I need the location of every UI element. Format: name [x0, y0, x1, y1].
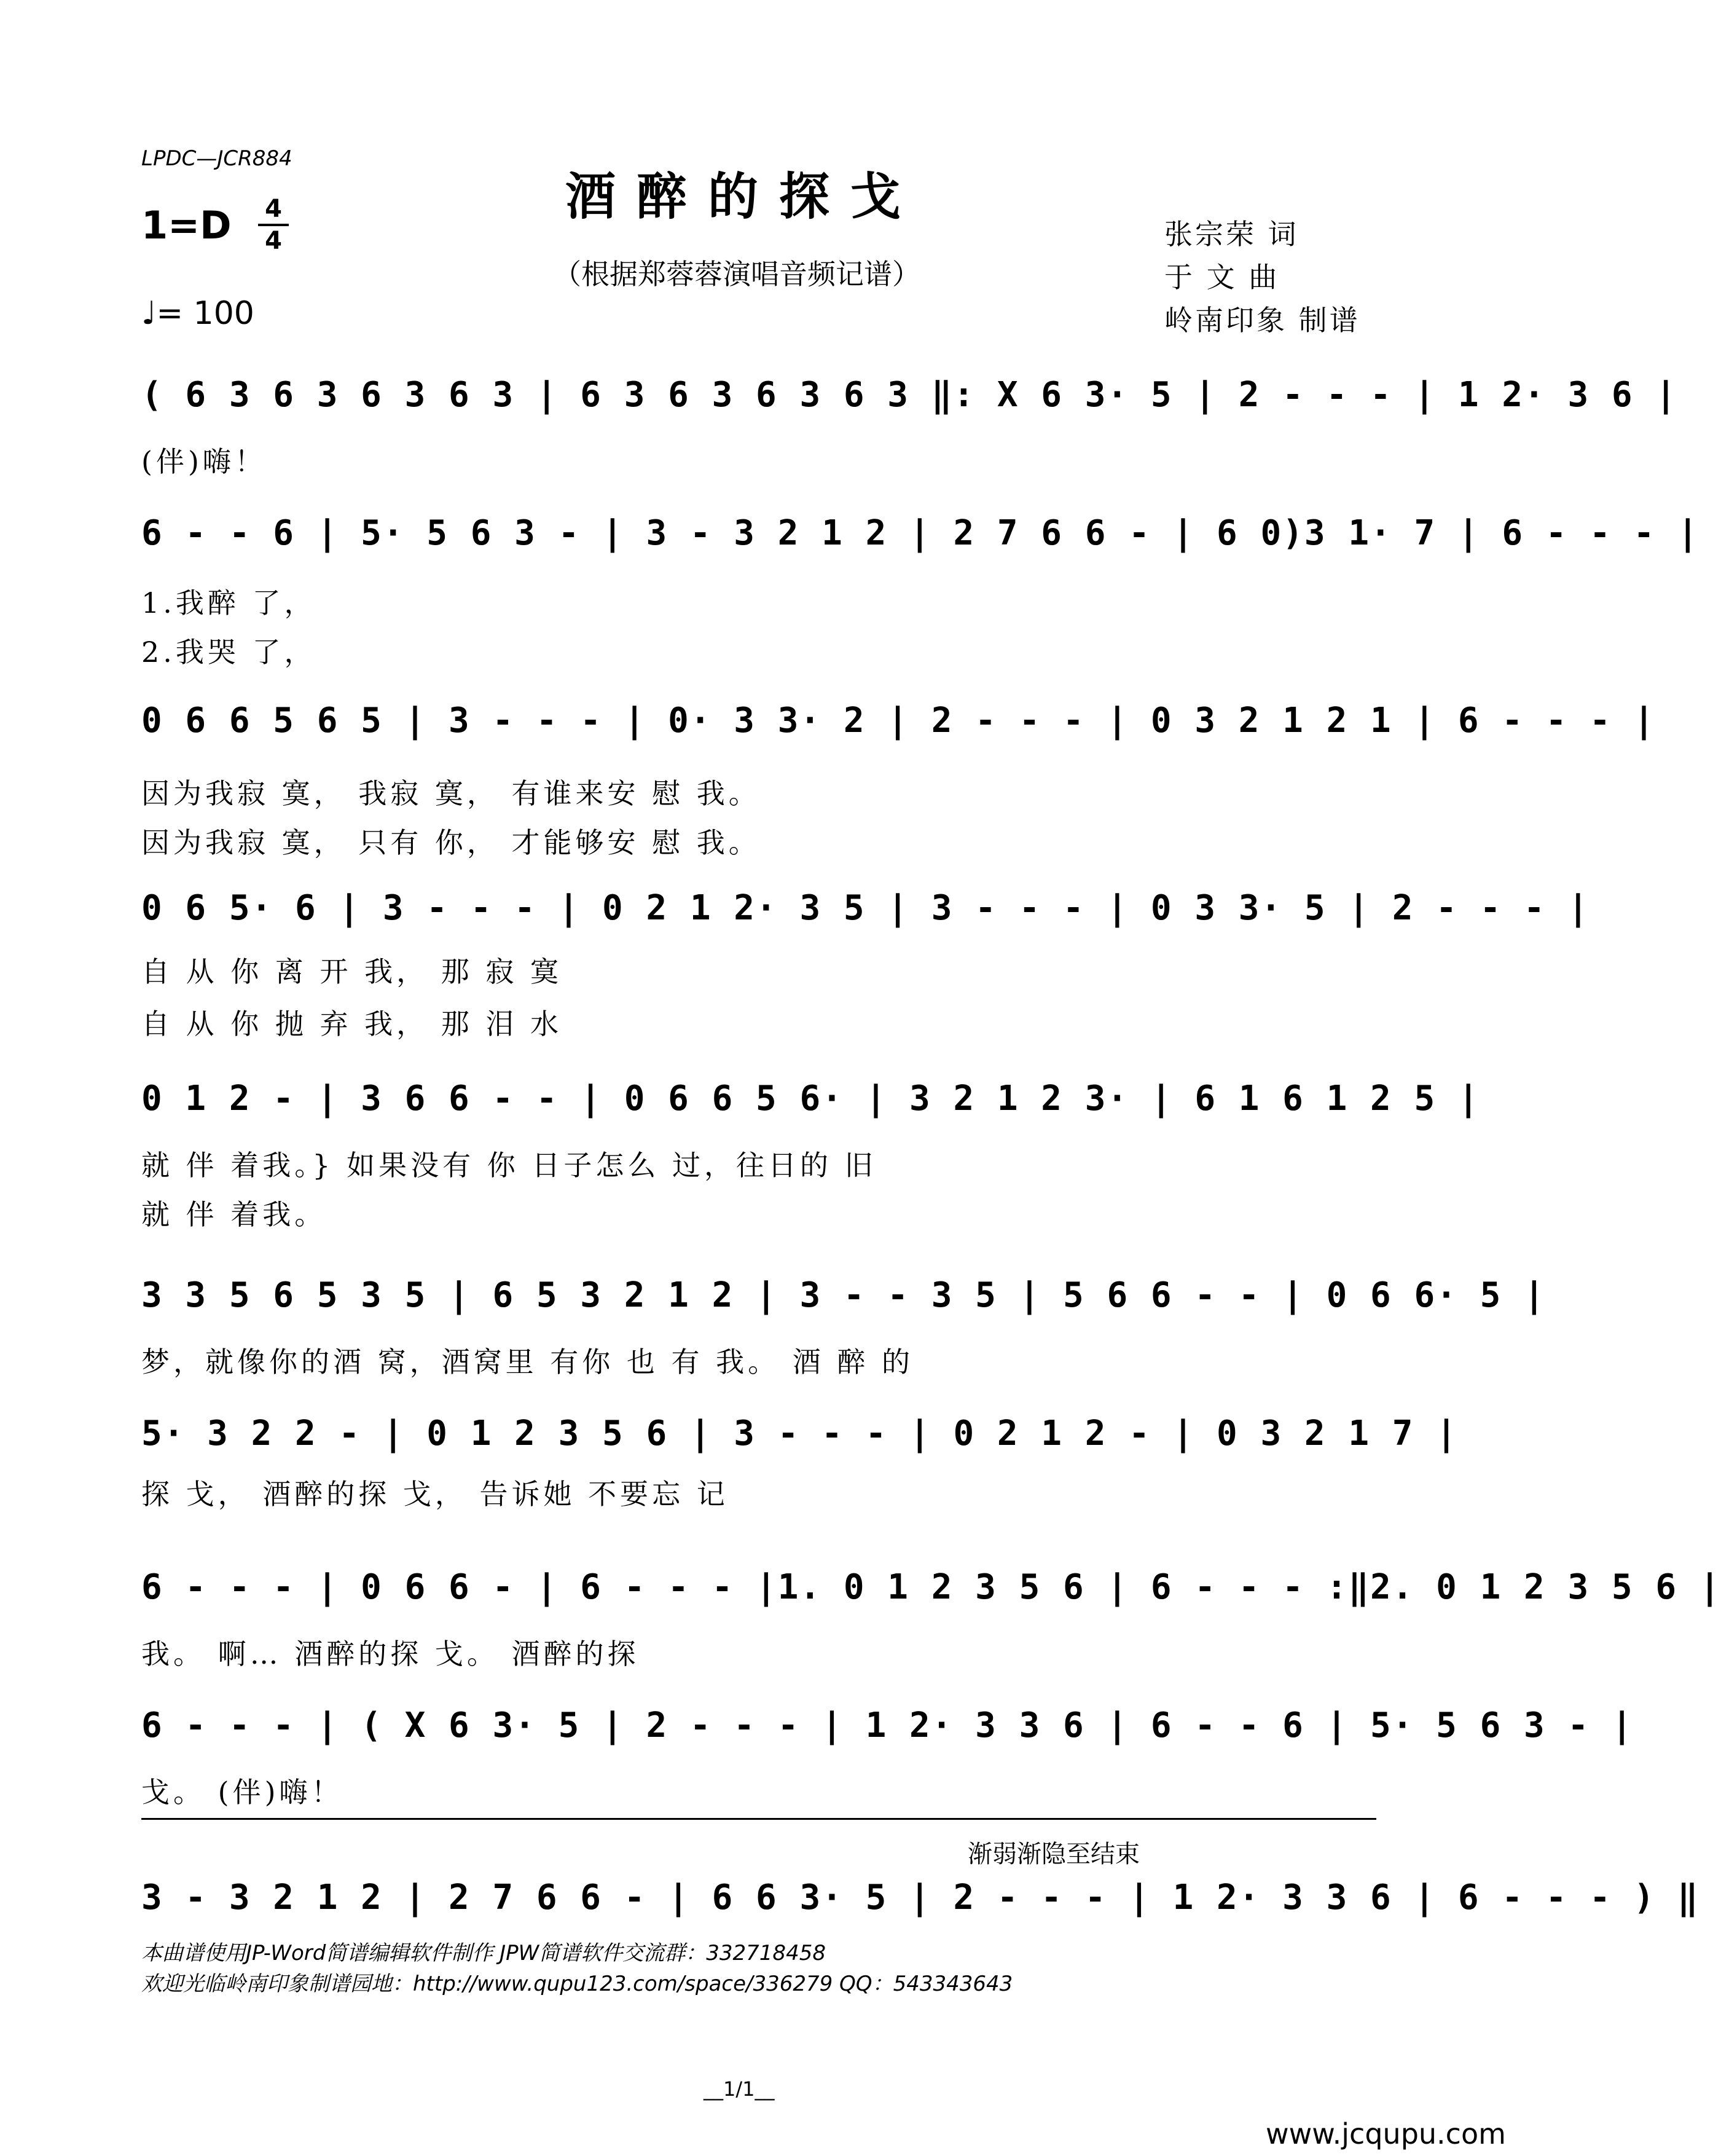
fade-bracket-line: [141, 1818, 1376, 1820]
arranger-credit: 岭南印象 制谱: [1164, 304, 1360, 337]
lyric-line-1: (伴)嗨！: [141, 445, 267, 478]
tempo-marking: ♩= 100: [141, 295, 254, 332]
page-number: __1/1__: [704, 2077, 775, 2101]
footer-line-2: 欢迎光临岭南印象制谱园地：http://www.qupu123.com/space/336279 QQ：543343643: [141, 1972, 1013, 1996]
site-watermark: www.jcqupu.com: [1266, 2117, 1506, 2150]
fade-annotation: 渐弱渐隐至结束: [968, 1840, 1140, 1868]
song-title: 酒醉的探戈: [565, 167, 922, 226]
lyric-line-9: 戈。 (伴)嗨！: [141, 1776, 343, 1809]
time-signature-bar: [258, 224, 289, 226]
music-line-9: 6 - - - | ( X 6 3· 5 | 2 - - - | 1 2· 3 3 6 | 6 - - 6 | 5· 5 6 3 - |: [141, 1706, 1634, 1745]
lyric-line-5b: 就 伴 着我。: [141, 1198, 327, 1231]
lyric-line-2b: 2.我哭 了，: [141, 635, 316, 669]
lyricist-credit: 张宗荣 词: [1164, 218, 1299, 251]
music-line-5: 0 1 2 - | 3 6 6 - - | 0 6 6 5 6· | 3 2 1 2 3· | 6 1 6 1 2 5 |: [141, 1079, 1480, 1119]
music-line-6: 3 3 5 6 5 3 5 | 6 5 3 2 1 2 | 3 - - 3 5 | 5 6 6 - - | 0 6 6· 5 |: [141, 1275, 1546, 1315]
music-line-2: 6 - - 6 | 5· 5 6 3 - | 3 - 3 2 1 2 | 2 7 6 6 - | 6 0)3 1· 7 | 6 - - - |: [141, 513, 1699, 553]
time-denominator: 4: [265, 227, 282, 255]
lyric-line-5a: 就 伴 着我。} 如果没有 你 日子怎么 过，往日的 旧: [141, 1149, 877, 1182]
lyric-line-3a: 因为我寂 寞， 我寂 寞， 有谁来安 慰 我。: [141, 777, 761, 810]
music-line-7: 5· 3 2 2 - | 0 1 2 3 5 6 | 3 - - - | 0 2 1 2 - | 0 3 2 1 7 |: [141, 1414, 1458, 1454]
music-line-10: 3 - 3 2 1 2 | 2 7 6 6 - | 6 6 3· 5 | 2 - - - | 1 2· 3 3 6 | 6 - - - ) ‖: [141, 1878, 1699, 1918]
music-line-8: 6 - - - | 0 6 6 - | 6 - - - |1. 0 1 2 3 5 6 | 6 - - - :‖2. 0 1 2 3 5 6 |: [141, 1567, 1721, 1607]
lyric-line-8: 我。 啊… 酒醉的探 戈。 酒醉的探: [141, 1637, 640, 1670]
composer-credit: 于 文 曲: [1164, 261, 1280, 294]
time-signature: [258, 195, 289, 254]
lyric-line-4a: 自 从 你 离 开 我， 那 寂 寞: [141, 955, 562, 988]
footer-line-1: 本曲谱使用JP-Word简谱编辑软件制作 JPW简谱软件交流群：332718458: [141, 1941, 826, 1965]
key-signature: 1=D: [141, 203, 232, 248]
lyric-line-2a: 1.我醉 了，: [141, 586, 316, 620]
score-code: LPDC—JCR884: [141, 146, 292, 171]
music-line-1: ( 6 3 6 3 6 3 6 3 | 6 3 6 3 6 3 6 3 ‖: X 6 3· 5 | 2 - - - | 1 2· 3 6 |: [141, 375, 1678, 415]
music-line-4: 0 6 5· 6 | 3 - - - | 0 2 1 2· 3 5 | 3 - - - | 0 3 3· 5 | 2 - - - |: [141, 888, 1590, 928]
music-line-3: 0 6 6 5 6 5 | 3 - - - | 0· 3 3· 2 | 2 - - - | 0 3 2 1 2 1 | 6 - - - |: [141, 701, 1656, 741]
song-subtitle: （根据郑蓉蓉演唱音频记谱）: [553, 258, 920, 291]
lyric-line-7: 探 戈， 酒醉的探 戈， 告诉她 不要忘 记: [141, 1477, 729, 1511]
lyric-line-6: 梦，就像你的酒 窝，酒窝里 有你 也 有 我。 酒 醉 的: [141, 1345, 914, 1379]
time-numerator: 4: [265, 195, 282, 223]
lyric-line-3b: 因为我寂 寞， 只有 你， 才能够安 慰 我。: [141, 826, 761, 859]
lyric-line-4b: 自 从 你 抛 弃 我， 那 泪 水: [141, 1007, 562, 1041]
